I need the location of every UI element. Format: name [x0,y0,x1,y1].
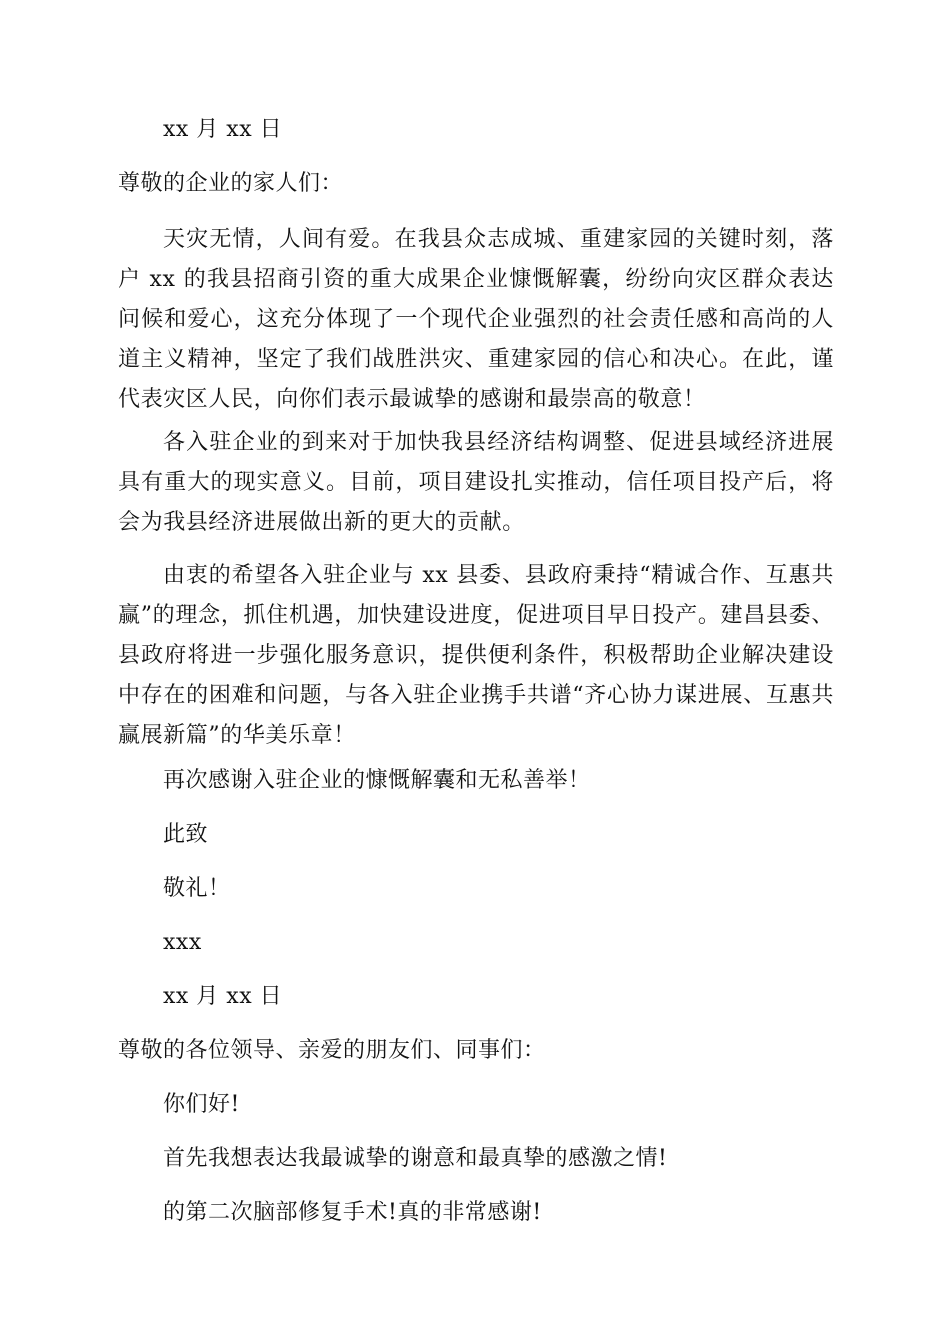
greeting: 你们好! [163,1092,240,1117]
body-line-1: 首先我想表达我最诚挚的谢意和最真挚的感激之情! [163,1146,668,1171]
salutation: 尊敬的企业的家人们： [118,171,344,196]
paragraph-3: 由衷的希望各入驻企业与 xx 县委、县政府秉持“精诚合作、互惠共赢”的理念，抓住机遇，加快建设进度，促进项目早日投产。建昌县委、县政府将进一步强化服务意识，提供便利条件，积极帮助企业解决建设中存在的困难和问题，与各入驻企业携手共谱“齐心协力谋进展、互惠共赢展新篇”的华美乐章！ [118,563,834,748]
paragraph-1: 天灾无情，人间有爱。在我县众志成城、重建家园的关键时刻，落户 xx 的我县招商引资的重大成果企业慷慨解囊，纷纷向灾区群众表达问候和爱心，这充分体现了一个现代企业强烈的社会责任感和高尚的人道主义精神，坚定了我们战胜洪灾、重建家园的信心和决心。在此，谨代表灾区人民，向你们表示最诚挚的感谢和最崇高的敬意！ [118,227,834,412]
letter-date: xx 月 xx 日 [163,117,283,142]
closing-line-1: 此致 [163,822,209,847]
signature-date: xx 月 xx 日 [163,984,283,1009]
signature: xxx [163,930,202,955]
closing-line-2: 敬礼！ [163,876,231,901]
salutation-2: 尊敬的各位领导、亲爱的朋友们、同事们： [118,1038,546,1063]
thanks-line: 再次感谢入驻企业的慷慨解囊和无私善举！ [163,768,591,793]
paragraph-2: 各入驻企业的到来对于加快我县经济结构调整、促进县域经济进展具有重大的现实意义。目前，项目建设扎实推动，信任项目投产后，将会为我县经济进展做出新的更大的贡献。 [118,430,834,535]
body-line-2: 的第二次脑部修复手术!真的非常感谢! [163,1200,542,1225]
